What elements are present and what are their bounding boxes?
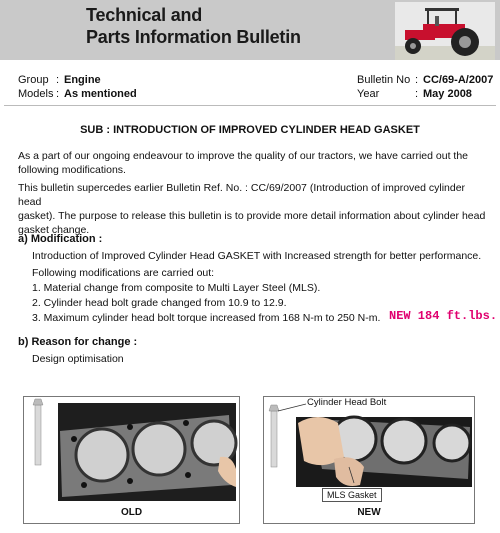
- handwritten-torque-note: NEW 184 ft.lbs.: [389, 309, 498, 323]
- old-gasket-figure: [23, 396, 240, 524]
- models-label: Models: [18, 88, 54, 100]
- reason-text: Design optimisation: [32, 353, 124, 365]
- bulletin-header: [0, 0, 500, 60]
- reason-heading: b) Reason for change :: [18, 336, 138, 348]
- new-gasket-figure: [263, 396, 475, 524]
- group-row: Group : Engine: [18, 74, 101, 86]
- models-value: As mentioned: [64, 88, 137, 100]
- old-caption: OLD: [120, 507, 143, 518]
- old-gasket-photo: [24, 397, 239, 505]
- modification-item-1: 1. Material change from composite to Multi Layer Steel (MLS).: [32, 282, 321, 294]
- group-value: Engine: [64, 74, 101, 86]
- bulletin-row: Bulletin No : CC/69-A/2007: [357, 74, 494, 86]
- intro-paragraph-1: As a part of our ongoing endeavour to improve the quality of our tractors, we have carried out the following modifications.: [18, 150, 469, 176]
- intro-paragraph-2: This bulletin supercedes earlier Bulletin Ref. No. : CC/69/2007 (Introduction of improved cylinder head gasket). The purpose to release this bulletin is to provide more detail information about cylinder head gasket change.: [18, 182, 486, 236]
- models-row: Models : As mentioned: [18, 88, 137, 100]
- modification-following: Following modifications are carried out:: [32, 267, 215, 279]
- divider: [4, 105, 496, 106]
- title-line-2: Parts Information Bulletin: [86, 27, 301, 47]
- title-line-1: Technical and: [86, 5, 203, 25]
- year-row: Year : May 2008: [357, 88, 472, 100]
- year-label: Year: [357, 88, 380, 100]
- bulletin-value: CC/69-A/2007: [423, 74, 494, 86]
- bulletin-title: [86, 4, 301, 48]
- tractor-image: [395, 2, 495, 60]
- modification-heading: a) Modification :: [18, 233, 103, 245]
- group-label: Group: [18, 74, 49, 86]
- gasket-label: MLS Gasket: [322, 488, 382, 502]
- new-caption: NEW: [357, 507, 381, 518]
- bolt-label: Cylinder Head Bolt: [307, 397, 387, 408]
- subject-heading: SUB : INTRODUCTION OF IMPROVED CYLINDER HEAD GASKET: [80, 124, 420, 136]
- modification-item-3: 3. Maximum cylinder head bolt torque increased from 168 N-m to 250 N-m.: [32, 312, 381, 324]
- modification-description: Introduction of Improved Cylinder Head GASKET with Increased strength for better performance.: [32, 250, 482, 262]
- year-value: May 2008: [423, 88, 472, 100]
- modification-item-2: 2. Cylinder head bolt grade changed from 10.9 to 12.9.: [32, 297, 287, 309]
- bulletin-label: Bulletin No: [357, 74, 411, 86]
